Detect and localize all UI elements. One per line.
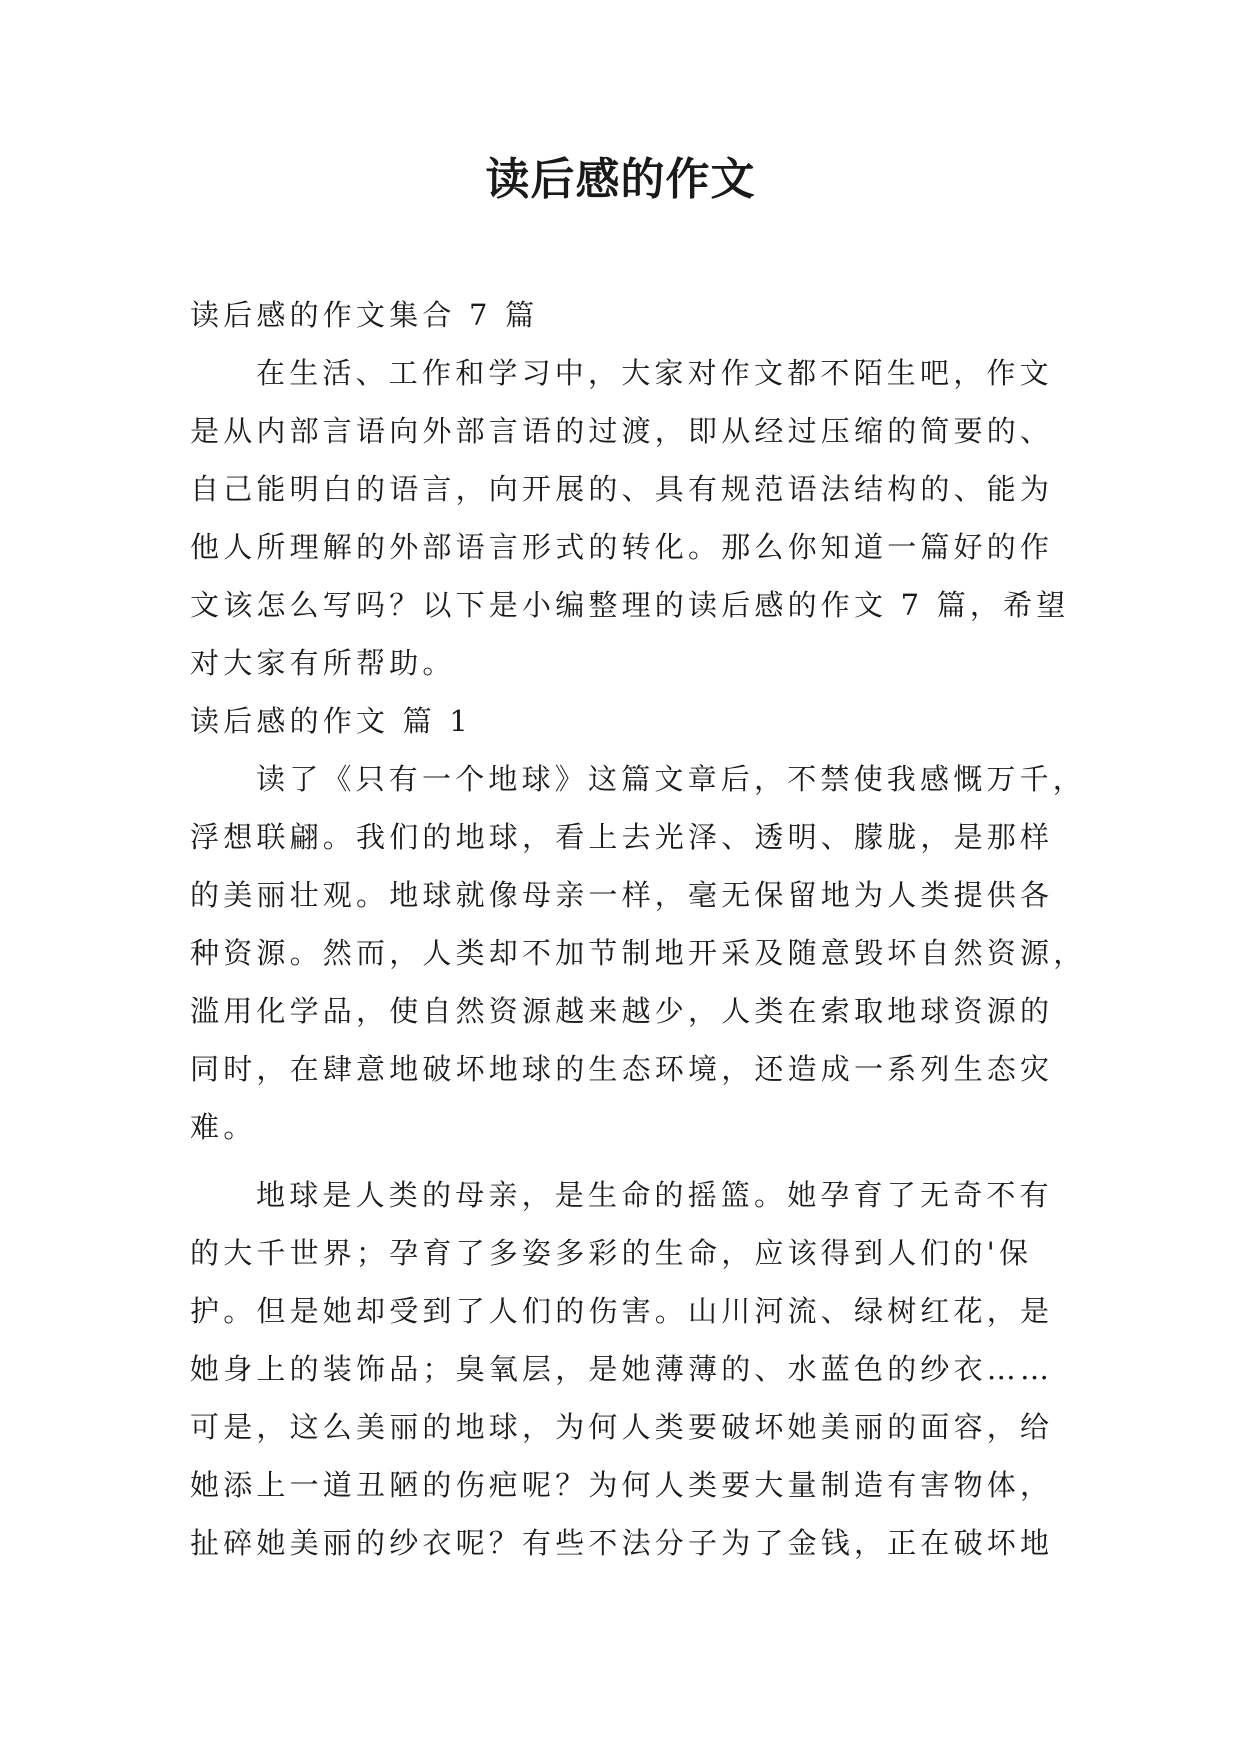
body-paragraph-line: 地球是人类的母亲，是生命的摇篮。她孕育了无奇不有 [256, 1178, 1053, 1212]
intro-paragraph-line: 在生活、工作和学习中，大家对作文都不陌生吧，作文 [256, 356, 1053, 390]
body-paragraph-line: 的美丽壮观。地球就像母亲一样，毫无保留地为人类提供各 [190, 878, 1054, 912]
intro-paragraph-line: 是从内部言语向外部言语的过渡，即从经过压缩的简要的、 [190, 414, 1054, 448]
body-paragraph-line: 她身上的装饰品；臭氧层，是她薄薄的、水蓝色的纱衣…… [190, 1352, 1054, 1386]
body-paragraph-line: 难。 [190, 1110, 257, 1144]
body-paragraph-line: 种资源。然而，人类却不加节制地开采及随意毁坏自然资源， [190, 936, 1087, 970]
body-paragraph-line: 可是，这么美丽的地球，为何人类要破坏她美丽的面容，给 [190, 1410, 1054, 1444]
intro-paragraph-line: 他人所理解的外部语言形式的转化。那么你知道一篇好的作 [190, 530, 1054, 564]
intro-paragraph-line: 自己能明白的语言，向开展的、具有规范语法结构的、能为 [190, 472, 1054, 506]
intro-paragraph-line: 对大家有所帮助。 [190, 646, 456, 680]
body-paragraph-line: 同时，在肆意地破坏地球的生态环境，还造成一系列生态灾 [190, 1052, 1054, 1086]
paragraph-gap [190, 1156, 1055, 1166]
section-heading: 读后感的作文 篇 1 [190, 704, 472, 738]
body-paragraph-line: 浮想联翩。我们的地球，看上去光泽、透明、朦胧，是那样 [190, 820, 1054, 854]
body-paragraph-line: 的大千世界；孕育了多姿多彩的生命，应该得到人们的'保 [190, 1236, 1033, 1270]
body-paragraph-line: 读了《只有一个地球》这篇文章后，不禁使我感慨万千， [256, 762, 1087, 796]
body-paragraph-line: 扯碎她美丽的纱衣呢？有些不法分子为了金钱，正在破坏地 [190, 1526, 1054, 1560]
document-title: 读后感的作文 [485, 154, 756, 205]
intro-paragraph-line: 文该怎么写吗？以下是小编整理的读后感的作文 7 篇，希望 [190, 588, 1070, 622]
document-subtitle: 读后感的作文集合 7 篇 [190, 298, 539, 332]
body-paragraph-line: 滥用化学品，使自然资源越来越少，人类在索取地球资源的 [190, 994, 1054, 1028]
document-body [190, 286, 1087, 1572]
body-paragraph-line: 护。但是她却受到了人们的伤害。山川河流、绿树红花，是 [190, 1294, 1054, 1328]
body-paragraph-line: 她添上一道丑陋的伤疤呢？为何人类要大量制造有害物体， [190, 1468, 1054, 1502]
